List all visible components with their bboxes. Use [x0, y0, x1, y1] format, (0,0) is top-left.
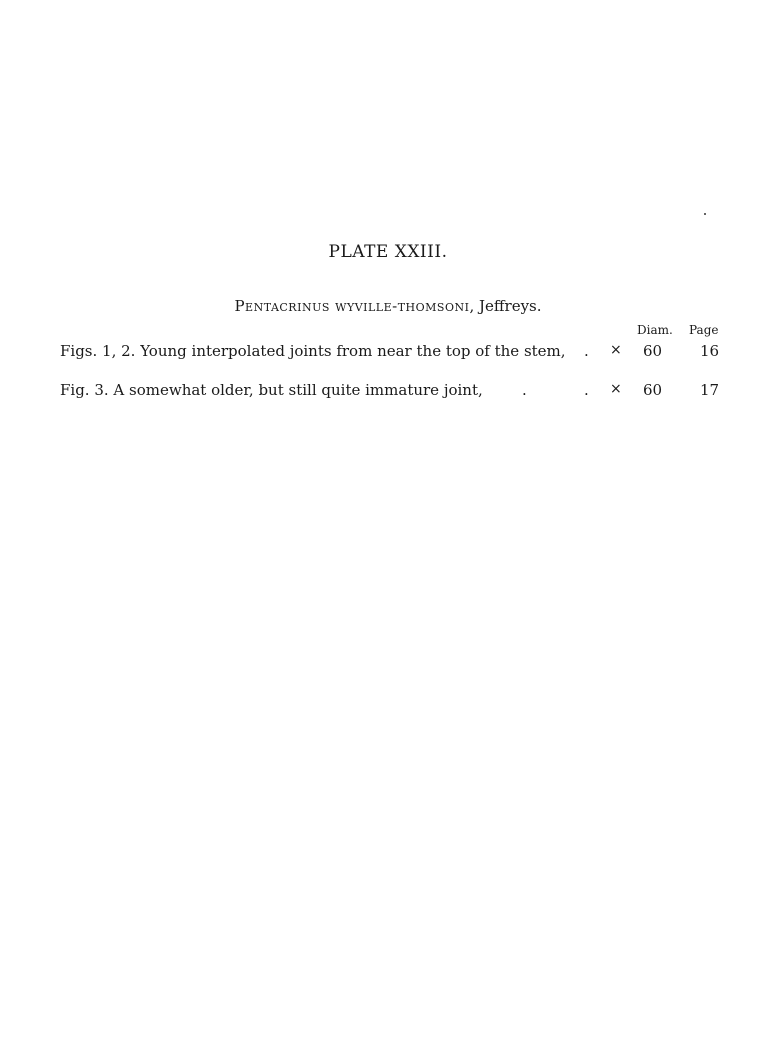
species-name: Pentacrinus wyville-thomsoni	[234, 297, 470, 315]
magnification-value: 60	[643, 381, 663, 399]
figure-row-1	[0, 342, 776, 362]
figure-row-2	[0, 381, 776, 401]
magnification-value: 60	[643, 342, 663, 360]
species-heading	[0, 297, 776, 315]
species-authority: , Jeffreys.	[469, 297, 542, 315]
page-number: 17	[700, 381, 720, 399]
column-header-diam: Diam.	[637, 323, 673, 337]
leader-dot: .	[584, 342, 589, 360]
figure-description: Fig. 3. A somewhat older, but still quite immature joint,	[60, 381, 483, 399]
leader-dot: .	[584, 381, 589, 399]
plate-title: PLATE XXIII.	[328, 242, 448, 262]
figure-description: Figs. 1, 2. Young interpolated joints from near the top of the stem,	[60, 342, 566, 360]
leader-dot: .	[522, 381, 527, 399]
multiply-sign: ×	[610, 381, 622, 397]
multiply-sign: ×	[610, 342, 622, 358]
page-speck	[704, 213, 706, 215]
page-number: 16	[700, 342, 720, 360]
column-header-page: Page	[689, 323, 719, 337]
